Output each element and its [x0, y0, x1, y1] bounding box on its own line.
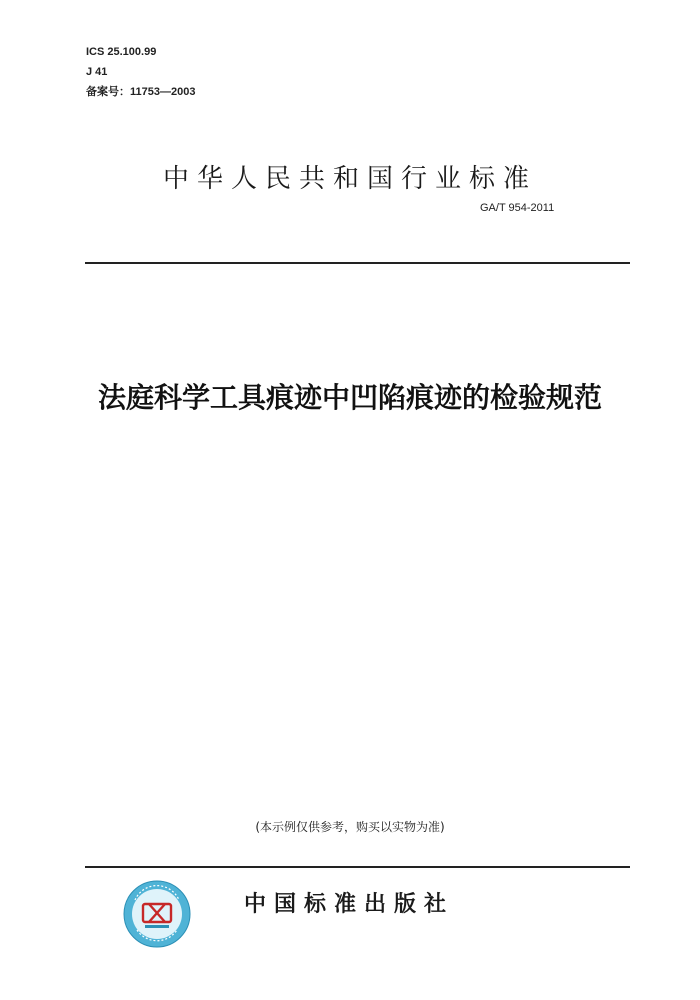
sample-notice: (本示例仅供参考，购买以实物为准)	[255, 820, 445, 834]
publisher-name: 中国标准出版社	[244, 892, 455, 917]
document-title: 法庭科学工具痕迹中凹陷痕迹的检验规范	[97, 381, 602, 414]
standard-code: GA/T 954-2011	[480, 202, 555, 214]
top-divider	[85, 262, 630, 264]
standard-type-heading: 中华人民共和国行业标准	[162, 164, 537, 194]
bottom-divider	[85, 866, 630, 868]
classification-code: J 41	[86, 66, 108, 78]
ics-code: ICS 25.100.99	[86, 46, 157, 58]
document-meta	[86, 42, 195, 102]
publisher-logo-icon	[123, 880, 191, 948]
filing-number: 备案号：11753—2003	[86, 86, 196, 98]
